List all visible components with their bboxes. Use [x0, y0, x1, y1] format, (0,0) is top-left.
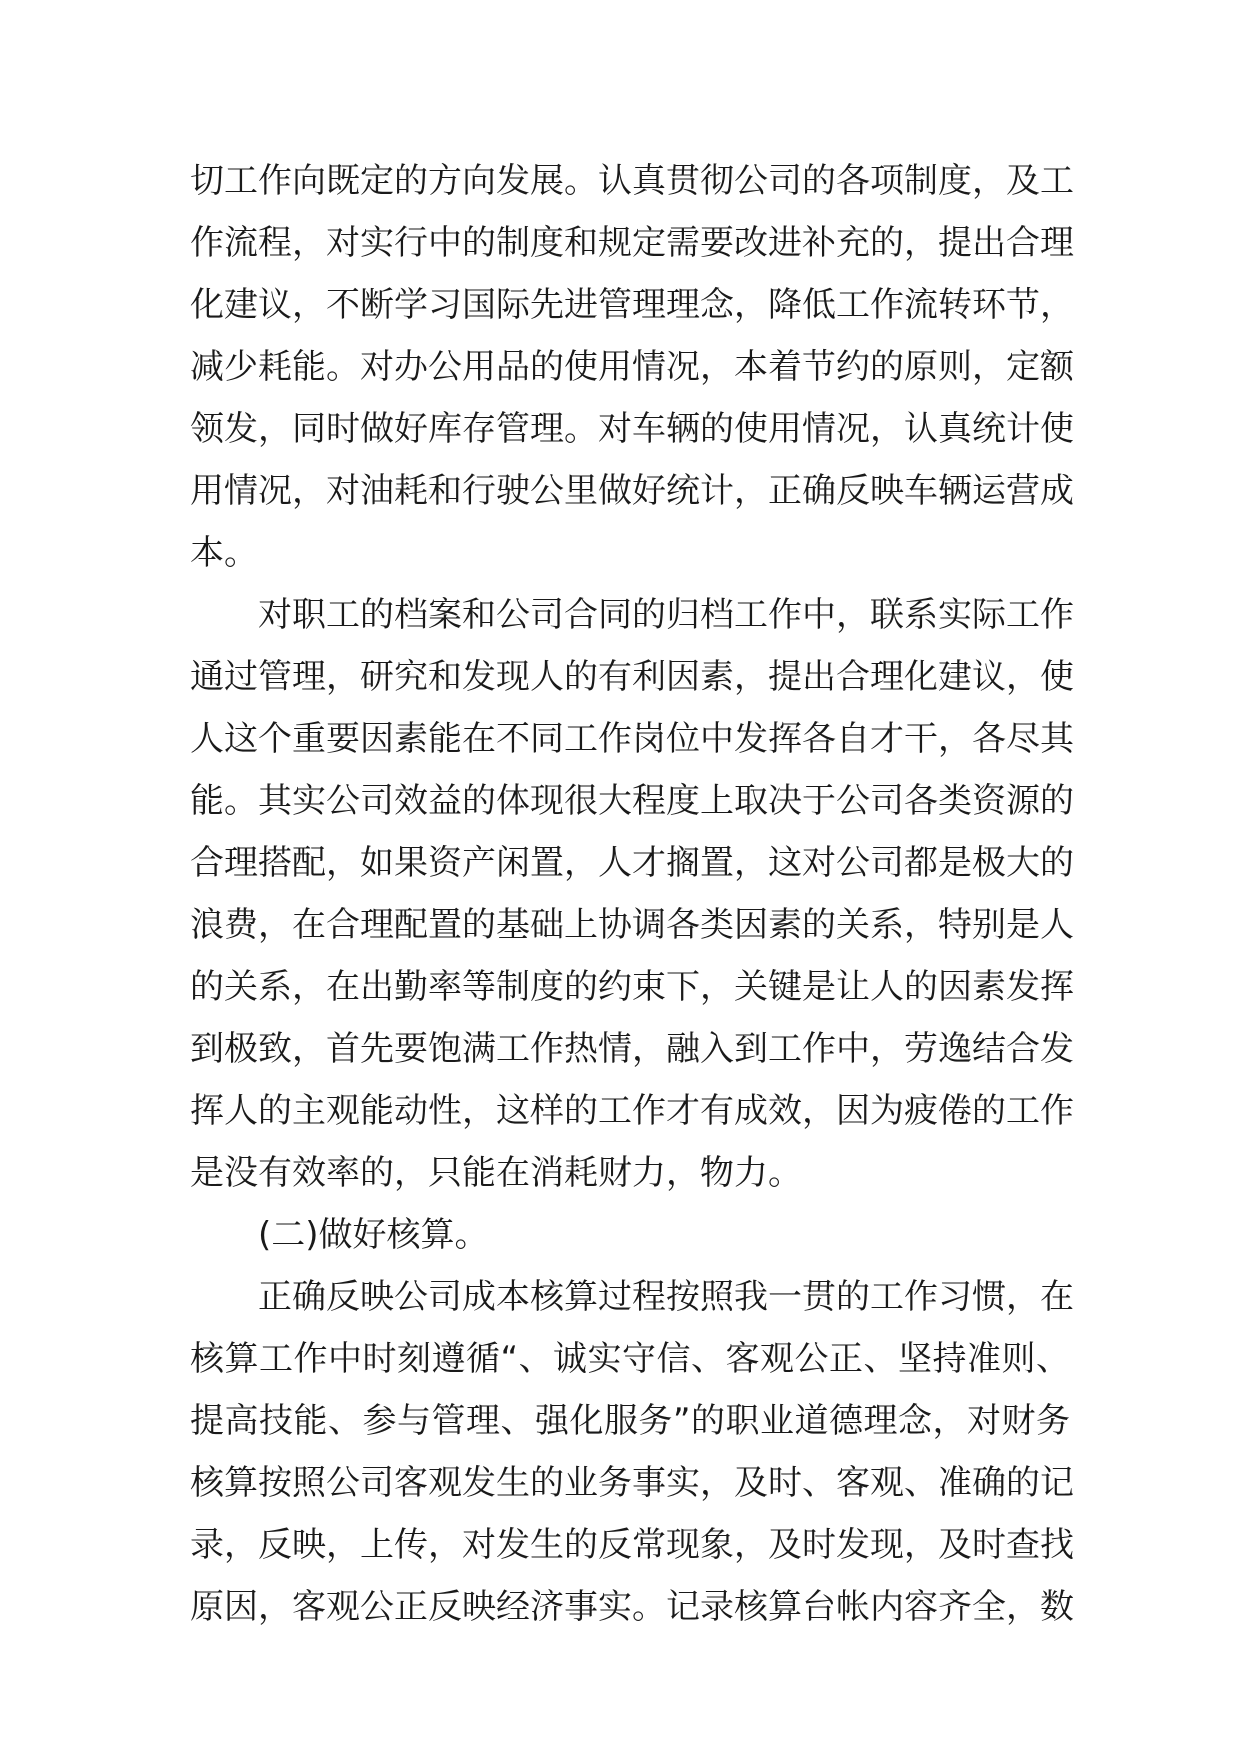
text-line: 是没有效率的，只能在消耗财力，物力。 — [190, 1153, 802, 1193]
text-line: 切工作向既定的方向发展。认真贯彻公司的各项制度，及工 — [190, 161, 1074, 201]
text-line: 合理搭配，如果资产闲置，人才搁置，这对公司都是极大的 — [190, 843, 1074, 883]
text-line: 核算工作中时刻遵循“、诚实守信、客观公正、坚持准则、 — [190, 1339, 1070, 1379]
section-heading: (二)做好核算。 — [258, 1215, 489, 1255]
text-line: 能。其实公司效益的体现很大程度上取决于公司各类资源的 — [190, 781, 1074, 821]
text-line: 通过管理，研究和发现人的有利因素，提出合理化建议，使 — [190, 657, 1074, 697]
text-line: 减少耗能。对办公用品的使用情况，本着节约的原则，定额 — [190, 347, 1074, 387]
text-line: 浪费，在合理配置的基础上协调各类因素的关系，特别是人 — [190, 905, 1074, 945]
document-body — [190, 150, 1074, 1638]
text-line: 本。 — [190, 533, 258, 573]
text-line: 提高技能、参与管理、强化服务”的职业道德理念，对财务 — [190, 1401, 1070, 1441]
text-line: 领发，同时做好库存管理。对车辆的使用情况，认真统计使 — [190, 409, 1074, 449]
text-line: 作流程，对实行中的制度和规定需要改进补充的，提出合理 — [190, 223, 1074, 263]
text-line: 录，反映，上传，对发生的反常现象，及时发现，及时查找 — [190, 1525, 1074, 1565]
text-line: 的关系，在出勤率等制度的约束下，关键是让人的因素发挥 — [190, 967, 1074, 1007]
paragraph-first-line: 正确反映公司成本核算过程按照我一贯的工作习惯，在 — [258, 1277, 1074, 1317]
text-line: 核算按照公司客观发生的业务事实，及时、客观、准确的记 — [190, 1463, 1074, 1503]
paragraph-first-line: 对职工的档案和公司合同的归档工作中，联系实际工作 — [258, 595, 1074, 635]
text-line: 到极致，首先要饱满工作热情，融入到工作中，劳逸结合发 — [190, 1029, 1074, 1069]
text-line: 原因，客观公正反映经济事实。记录核算台帐内容齐全，数 — [190, 1587, 1074, 1627]
text-line: 挥人的主观能动性，这样的工作才有成效，因为疲倦的工作 — [190, 1091, 1074, 1131]
text-line: 人这个重要因素能在不同工作岗位中发挥各自才干，各尽其 — [190, 719, 1074, 759]
text-line: 化建议，不断学习国际先进管理理念，降低工作流转环节， — [190, 285, 1074, 325]
text-line: 用情况，对油耗和行驶公里做好统计，正确反映车辆运营成 — [190, 471, 1074, 511]
